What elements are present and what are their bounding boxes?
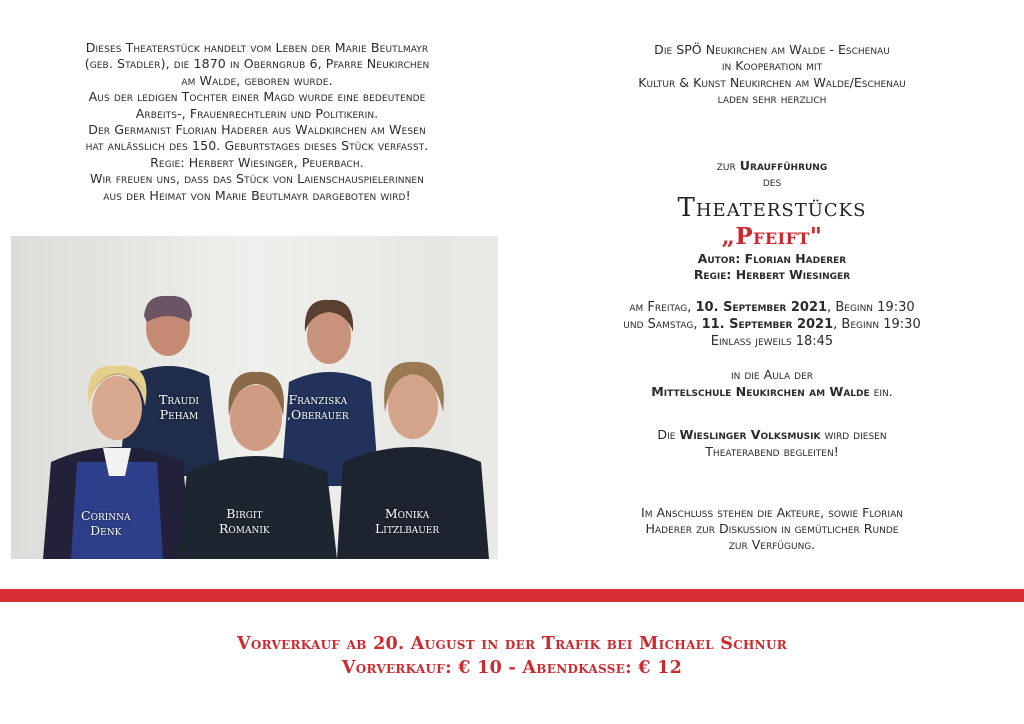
ticket-info (0, 632, 1024, 680)
description-line: Der Germanist Florian Haderer aus Waldkirchen am Wesen (88, 122, 426, 138)
description-line: Regie: Herbert Wiesinger, Peuerbach. (150, 154, 364, 170)
description-line: hat anlässlich des 150. Geburtstages dieses Stück verfasst. (85, 138, 429, 154)
caption-traudi-peham: Traudi Peham (159, 392, 199, 422)
director-line: Regie: Herbert Wiesinger (693, 266, 851, 282)
des-line: des (762, 173, 782, 189)
caption-birgit-romanik: Birgit Romanik (219, 506, 270, 536)
venue-line: in die Aula der (730, 366, 814, 382)
author-line: Autor: Florian Haderer (697, 250, 847, 266)
organizer-line: Kultur & Kunst Neukirchen am Walde/Eschenau (638, 74, 906, 90)
date-saturday: und Samstag, 11. September 2021, Beginn 19:30 (623, 316, 921, 332)
music-line-2: Theaterabend begleiten! (705, 443, 839, 459)
entry-time: Einlass jeweils 18:45 (710, 333, 834, 349)
music-note (560, 426, 984, 460)
description-line: am Walde, geboren wurde. (181, 72, 333, 88)
premiere-prefix: zur (716, 157, 740, 173)
organizer-line: in Kooperation mit (721, 58, 823, 74)
description-line: Aus der ledigen Tochter einer Magd wurde eine bedeutende (88, 89, 426, 105)
caption-corinna-denk: Corinna Denk (81, 508, 131, 538)
description-line: Arbeits-, Frauenrechtlerin und Politikerin. (135, 105, 379, 121)
description-line: Wir freuen uns, dass das Stück von Laienschauspielerinnen (89, 171, 425, 187)
organizer-line: Die SPÖ Neukirchen am Walde - Eschenau (654, 42, 890, 57)
closing-line: Haderer zur Diskussion in gemütlicher Runde (645, 521, 899, 537)
closing-line: Im Anschluss stehen die Akteure, sowie Florian (641, 504, 903, 520)
premiere-line (560, 158, 984, 190)
divider-bar (0, 589, 1024, 602)
credits (560, 251, 984, 283)
description-text (24, 40, 490, 204)
caption-franziska-oberauer: Franziska ,Oberauer (287, 392, 349, 422)
dates (560, 299, 984, 350)
play-title: „Pfeift" (721, 222, 823, 250)
organizers (560, 42, 984, 108)
invitation-column (560, 42, 984, 554)
closing-line: zur Verfügung. (728, 537, 816, 553)
date-friday: am Freitag, 10. September 2021, Beginn 19:30 (629, 299, 915, 315)
description-line: Dieses Theaterstück handelt vom Leben der Marie Beutlmayr (85, 40, 429, 55)
cast-photo (11, 236, 498, 559)
music-line: Die Wieslinger Volksmusik wird diesen (657, 426, 887, 442)
presale-line: Vorverkauf ab 20. August in der Trafik bei Michael Schnur (236, 634, 787, 654)
price-line: Vorverkauf: € 10 - Abendkasse: € 12 (341, 658, 683, 678)
organizer-line: laden sehr herzlich (717, 91, 827, 107)
caption-monika-litzlbauer: Monika Litzlbauer (375, 506, 440, 536)
venue-name: Mittelschule Neukirchen am Walde ein. (651, 383, 893, 399)
venue (560, 366, 984, 400)
closing-note (560, 505, 984, 554)
event-title: Theaterstücks (677, 192, 867, 223)
premiere-word: Uraufführung (739, 157, 828, 173)
description-line: aus der Heimat von Marie Beutlmayr dargeboten wird! (103, 187, 411, 203)
description-line: (geb. Stadler), die 1870 in Oberngrub 6, Pfarre Neukirchen (84, 56, 430, 72)
